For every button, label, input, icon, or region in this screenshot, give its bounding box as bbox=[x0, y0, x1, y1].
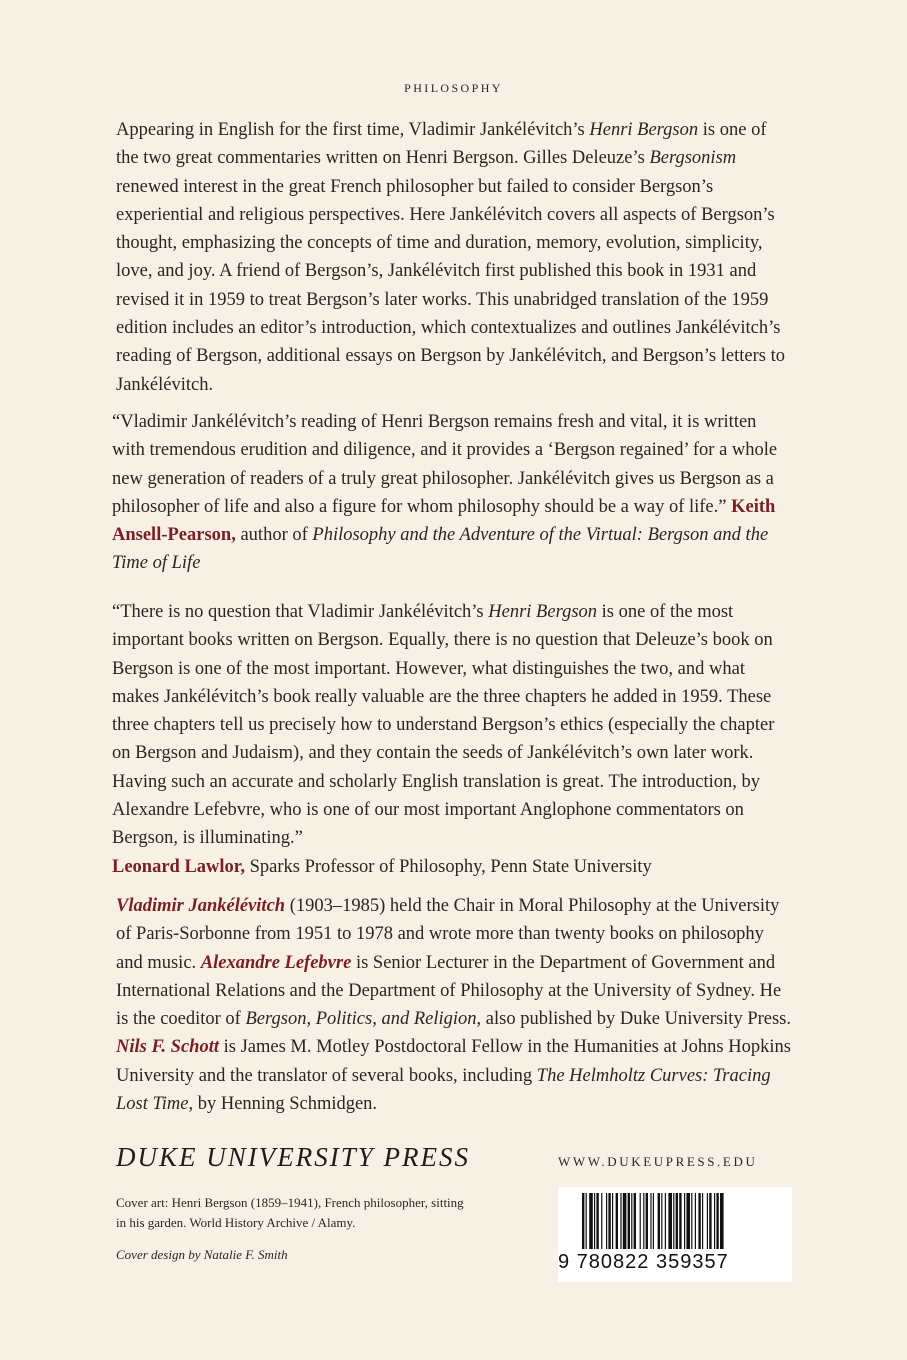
translator-name: Nils F. Schott bbox=[116, 1037, 219, 1058]
barcode-bar bbox=[616, 1193, 618, 1249]
quote-affiliation: Sparks Professor of Philosophy, Penn State University bbox=[244, 856, 652, 877]
bio-text: , also published by Duke University Press. bbox=[476, 1009, 792, 1030]
endorsement-quote-2 bbox=[112, 598, 788, 881]
book-title: The Helmholtz Curves: Tracing Lost Time bbox=[116, 1065, 771, 1115]
endorsement-quote-1 bbox=[112, 408, 788, 578]
cover-design-credit: Cover design by Natalie F. Smith bbox=[116, 1247, 288, 1262]
isbn-digits: 9 780822 359357 bbox=[558, 1251, 729, 1273]
barcode-bar bbox=[594, 1193, 595, 1249]
quote-affiliation: author of bbox=[235, 525, 313, 546]
bio-text: is Senior Lecturer in the Department of Government and International Relations and the Department of Philosophy at the University of Sydney. He is the coeditor of bbox=[116, 952, 782, 1030]
barcode-bar bbox=[691, 1193, 692, 1249]
barcode-bar bbox=[650, 1193, 651, 1249]
barcode-bar bbox=[709, 1193, 711, 1249]
author-name: Vladimir Jankélévitch bbox=[116, 896, 286, 916]
barcode-bar bbox=[606, 1193, 607, 1249]
bio-paragraph bbox=[116, 892, 792, 1118]
barcode-bars bbox=[558, 1187, 792, 1249]
barcode-bar bbox=[714, 1193, 715, 1249]
barcode-bar bbox=[653, 1193, 654, 1249]
book-title: Bergson, Politics, and Religion bbox=[245, 1009, 477, 1030]
publisher-name: DUKE UNIVERSITY PRESS bbox=[116, 1142, 470, 1172]
barcode-bar bbox=[612, 1193, 613, 1249]
barcode-bar bbox=[716, 1193, 718, 1249]
barcode-bar bbox=[665, 1193, 666, 1249]
editor-name: Alexandre Lefebvre bbox=[200, 952, 352, 973]
book-title: Henri Bergson bbox=[488, 602, 598, 622]
barcode-bar bbox=[634, 1193, 636, 1249]
bio-text: is James M. Motley Postdoctoral Fellow in the Humanities at Johns Hopkins University and the translator of several books, including bbox=[116, 1037, 791, 1086]
description-text: Appearing in English for the first time, Vladimir Jankélévitch’s bbox=[116, 120, 590, 140]
publisher-website: WWW.DUKEUPRESS.EDU bbox=[558, 1154, 758, 1169]
quote-text: is one of the most important books written on Bergson. Equally, there is no question that Deleuze’s book on Bergson is one of the most important. However, what distinguishes the two, and what makes Jankélévitch’s book really valuable are the three chapters he added in 1959. These three chapters tell us precisely how to understand Bergson’s ethics (especially the chapter on Bergson and Judaism), and they contain the seeds of Jankélévitch’s own later work. Having such an accurate and scholarly English translation is great. The introduction, by Alexandre Lefebvre, who is one of our most important Anglophone commentators on Bergson, is illuminating.” bbox=[112, 602, 775, 849]
barcode-bar bbox=[631, 1193, 632, 1249]
author-bios bbox=[116, 892, 792, 1118]
bio-text: (1903–1985) held the Chair in Moral Philosophy at the University of Paris-Sorbonne from 1951 to 1978 and wrote more than twenty books on philosophy and music. bbox=[116, 896, 780, 973]
barcode-bar bbox=[658, 1193, 660, 1249]
barcode-bar bbox=[707, 1193, 708, 1249]
barcode-bar bbox=[589, 1193, 593, 1249]
quote-text: “There is no question that Vladimir Jankélévitch’s bbox=[112, 602, 489, 622]
quote-paragraph bbox=[112, 598, 788, 881]
cover-art-credit: Cover art: Henri Bergson (1859–1941), French philosopher, sitting in his garden. World History Archive / Alamy. bbox=[116, 1195, 464, 1230]
barcode-bar bbox=[684, 1193, 685, 1249]
description-paragraph bbox=[116, 116, 792, 399]
quote-author: Leonard Lawlor, bbox=[112, 856, 245, 877]
barcode-bar bbox=[646, 1193, 648, 1249]
barcode-bar bbox=[668, 1193, 672, 1249]
description-text: renewed interest in the great French philosopher but failed to consider Bergson’s experiential and religious perspectives. Here Jankélévitch covers all aspects of Bergson’s thought, emphasizing the concepts of time and duration, memory, evolution, simplicity, love, and joy. A friend of Bergson’s, Jankélévitch first published this book in 1931 and revised it in 1959 to treat Bergson’s later works. This unabridged translation of the 1959 edition includes an editor’s introduction, which contextualizes and outlines Jankélévitch’s reading of Bergson, additional essays on Bergson by Jankélévitch, and Bergson’s letters to Jankélévitch. bbox=[116, 176, 785, 395]
barcode-bar bbox=[661, 1193, 662, 1249]
barcode-bar bbox=[620, 1193, 621, 1249]
bio-text: , by Henning Schmidgen. bbox=[188, 1094, 378, 1115]
quote-text: “Vladimir Jankélévitch’s reading of Henri Bergson remains fresh and vital, it is written with tremendous erudition and diligence, and it provides a ‘Bergson regained’ for a whole new generation of readers of a truly great philosopher. Jankélévitch gives us Bergson as a philosopher of life and also a figure for whom philosophy should be a way of life.” bbox=[112, 412, 778, 517]
barcode-bar bbox=[608, 1193, 610, 1249]
book-title: Bergsonism bbox=[649, 148, 737, 169]
book-title: Henri Bergson bbox=[589, 120, 699, 140]
barcode-bar bbox=[628, 1193, 630, 1249]
barcode-bar bbox=[643, 1193, 644, 1249]
book-description bbox=[116, 116, 792, 399]
quote-paragraph bbox=[112, 408, 788, 578]
barcode-bar bbox=[702, 1193, 703, 1249]
barcode-bar bbox=[601, 1193, 602, 1249]
barcode-bar bbox=[586, 1193, 587, 1249]
barcode-bar bbox=[698, 1193, 700, 1249]
barcode-bar bbox=[720, 1193, 724, 1249]
description-text: is one of the two great commentaries written on Henri Bergson. Gilles Deleuze’s bbox=[116, 120, 767, 169]
barcode-bar bbox=[695, 1193, 696, 1249]
barcode-bar bbox=[679, 1193, 681, 1249]
barcode-bar bbox=[676, 1193, 678, 1249]
barcode-bar bbox=[582, 1193, 584, 1249]
barcode-bar bbox=[673, 1193, 674, 1249]
barcode-bar bbox=[596, 1193, 598, 1249]
barcode-bar bbox=[686, 1193, 690, 1249]
quote-author: Keith Ansell-Pearson, bbox=[112, 496, 776, 546]
barcode-bar bbox=[623, 1193, 627, 1249]
book-title: Philosophy and the Adventure of the Virtual: Bergson and the Time of Life bbox=[112, 525, 769, 574]
category-label: PHILOSOPHY bbox=[404, 81, 503, 95]
barcode-bar bbox=[640, 1193, 641, 1249]
